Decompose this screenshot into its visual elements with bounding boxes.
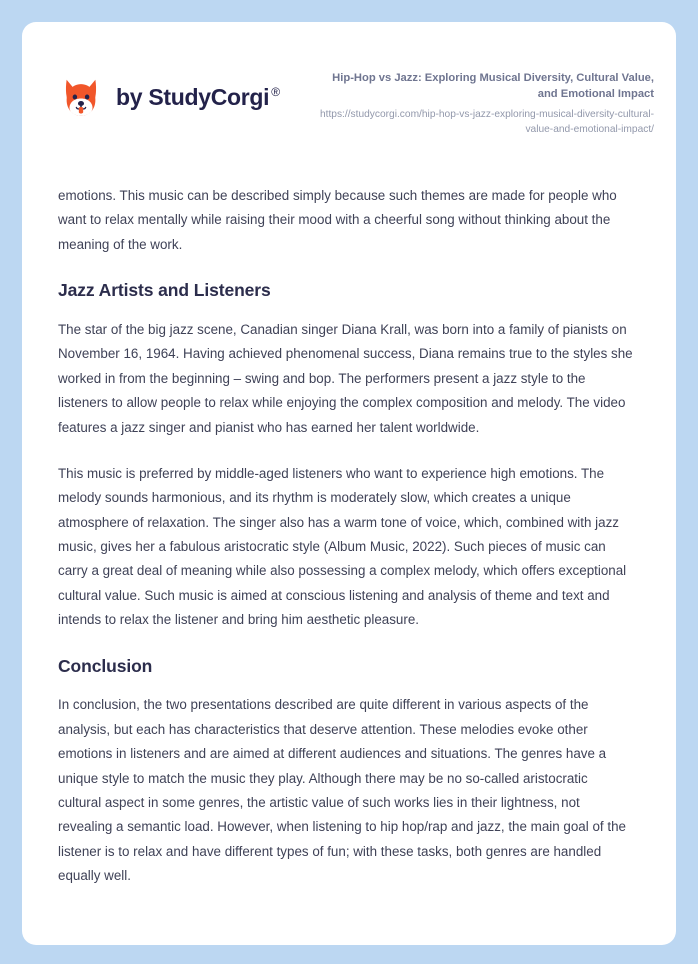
registered-trademark-icon: ® [271,84,280,99]
document-meta [314,66,654,138]
section-paragraph: The star of the big jazz scene, Canadian singer Diana Krall, was born into a family of pianists on November 16, 1964. Having achieved phenomenal success, Diana remains true to the styles she worked in from the beginning – swing and bop. The performers present a jazz style to the listeners to allow people to relax while enjoying the complex composition and melody. The video features a jazz singer and pianist who has earned her talent worldwide. [58,321,633,435]
section-conclusion [58,655,634,889]
section-paragraph: In conclusion, the two presentations described are quite different in various aspects of the analysis, but each has characteristics that deserve attention. These melodies evoke other emotions in listeners and are aimed at different audiences and situations. The genres have a unique style to match the music they play. Although there may be no so-called aristocratic cultural aspect in some genres, the artistic value of such works lies in their lightness, not revealing a semantic load. However, when listening to hip hop/rap and jazz, the main goal of the listener is to relax and have different types of fun; with these tasks, both genres are handled equally well. [58,697,626,884]
document-header [22,22,676,138]
document-url[interactable]: https://studycorgi.com/hip-hop-vs-jazz-exploring-musical-diversity-cultural-value-and-emotional-impact/ [319,109,654,136]
corgi-head-icon [58,74,104,120]
section-heading: Jazz Artists and Listeners [58,280,271,301]
document-title: Hip-Hop vs Jazz: Exploring Musical Diversity, Cultural Value, and Emotional Impact [332,72,654,101]
brand-name-text: by StudyCorgi [116,83,270,110]
studycorgi-brand[interactable] [58,66,280,120]
document-page-card [22,22,676,945]
brand-wordmark [116,83,280,110]
section-heading: Conclusion [58,655,153,676]
intro-paragraph: emotions. This music can be described simply because such themes are made for people who want to relax mentally while raising their mood with a cheerful song without thinking about the meaning of the work. [58,188,617,252]
section-paragraph: This music is preferred by middle-aged listeners who want to experience high emotions. The melody sounds harmonious, and its rhythm is moderately slow, which creates a unique atmosphere of relaxation. The singer also has a warm tone of voice, which, combined with jazz music, gives her a fabulous aristocratic style (Album Music, 2022). Such pieces of music can carry a great deal of meaning while also possessing a complex melody, which offers exceptional cultural value. Such music is aimed at conscious listening and analysis of theme and text and intends to relax the listener and bring him aesthetic pleasure. [58,465,627,628]
section-jazz-artists-and-listeners [58,279,634,632]
document-body [22,184,676,888]
